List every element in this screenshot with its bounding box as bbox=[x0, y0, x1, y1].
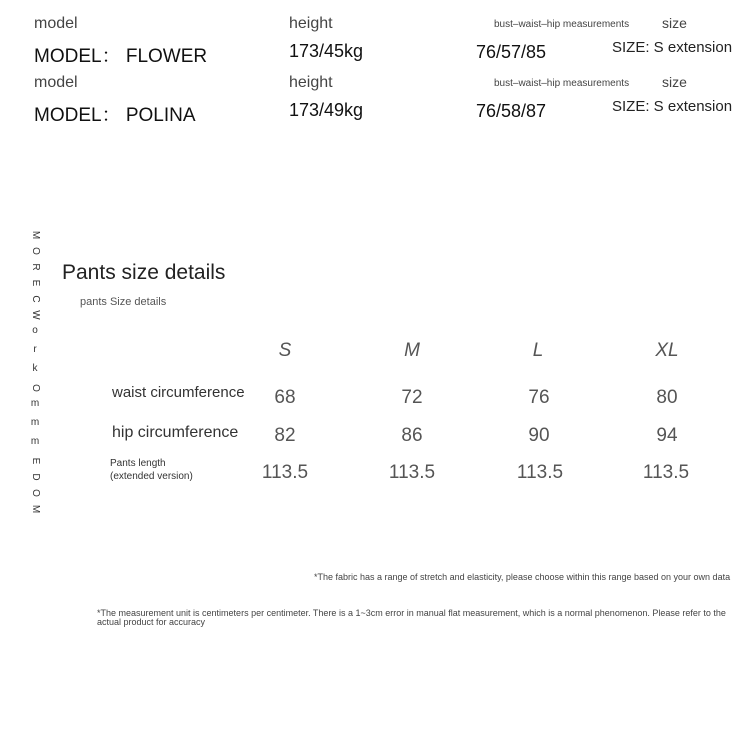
side-text-char: r bbox=[33, 344, 37, 355]
size-label-2: size bbox=[662, 74, 687, 90]
cell-length-s: 113.5 bbox=[261, 462, 309, 483]
size-table-title: Pants size details bbox=[62, 261, 226, 284]
model-label-1: model bbox=[34, 15, 78, 32]
side-vertical-text bbox=[22, 230, 48, 520]
height-label-1: height bbox=[289, 15, 333, 32]
side-text-char: E bbox=[30, 279, 41, 287]
height-value-1: 173/45kg bbox=[289, 41, 364, 61]
side-text-char: O bbox=[30, 247, 41, 255]
row-label-waist: waist circumference bbox=[112, 384, 245, 401]
side-text-char: M bbox=[30, 230, 41, 240]
side-text-char: k bbox=[32, 363, 38, 374]
cell-length-l: 113.5 bbox=[516, 462, 564, 483]
measure-value-2: 76/58/87 bbox=[476, 101, 547, 121]
size-header-xl: XL bbox=[655, 340, 679, 361]
model-name-1: MODEL： FLOWER bbox=[34, 46, 208, 67]
side-text-char: o bbox=[32, 325, 38, 336]
model-label-2: model bbox=[34, 74, 78, 91]
size-header-s: S bbox=[278, 340, 292, 361]
size-value-2: SIZE: S extension bbox=[612, 98, 733, 115]
cell-hip-s: 82 bbox=[274, 425, 296, 446]
cell-waist-l: 76 bbox=[528, 387, 550, 408]
side-text-char: W bbox=[30, 310, 41, 320]
side-text-char: E bbox=[30, 457, 41, 465]
size-header-l: L bbox=[532, 340, 544, 361]
side-text-char: D bbox=[30, 473, 41, 481]
side-text-char: m bbox=[30, 398, 40, 409]
size-label-1: size bbox=[662, 15, 687, 31]
cell-waist-m: 72 bbox=[401, 387, 423, 408]
height-value-2: 173/49kg bbox=[289, 100, 364, 120]
measure-label-2: bust–waist–hip measurements bbox=[494, 78, 630, 89]
size-value-1: SIZE: S extension bbox=[612, 39, 733, 56]
cell-hip-l: 90 bbox=[528, 425, 550, 446]
cell-waist-s: 68 bbox=[274, 387, 296, 408]
side-text-char: m bbox=[30, 436, 40, 447]
size-header-m: M bbox=[404, 340, 420, 361]
side-text-char: C bbox=[30, 295, 41, 303]
row-label-length: Pants length bbox=[110, 458, 166, 469]
side-text-char: M bbox=[30, 504, 41, 514]
side-text-char: O bbox=[30, 384, 41, 392]
row-label-length-note: (extended version) bbox=[110, 471, 193, 482]
measurement-note: *The measurement unit is centimeters per centimeter. There is a 1~3cm error in manual flat measurement, which is a normal phenomenon. Please refer to the actual product for accuracy bbox=[97, 608, 726, 628]
measure-label-1: bust–waist–hip measurements bbox=[494, 19, 630, 30]
cell-waist-xl: 80 bbox=[656, 387, 678, 408]
model-name-2: MODEL： POLINA bbox=[34, 105, 196, 126]
size-table-subtitle: pants Size details bbox=[80, 296, 167, 308]
cell-hip-xl: 94 bbox=[656, 425, 678, 446]
cell-hip-m: 86 bbox=[401, 425, 423, 446]
side-text-char: O bbox=[30, 489, 41, 497]
measure-value-1: 76/57/85 bbox=[476, 42, 547, 62]
side-text-char: m bbox=[30, 417, 40, 428]
side-text-char: R bbox=[30, 263, 41, 271]
height-label-2: height bbox=[289, 74, 333, 91]
stretch-note: *The fabric has a range of stretch and elasticity, please choose within this range based on your own data bbox=[314, 572, 731, 582]
row-label-hip: hip circumference bbox=[112, 424, 239, 441]
cell-length-m: 113.5 bbox=[388, 462, 436, 483]
cell-length-xl: 113.5 bbox=[642, 462, 690, 483]
